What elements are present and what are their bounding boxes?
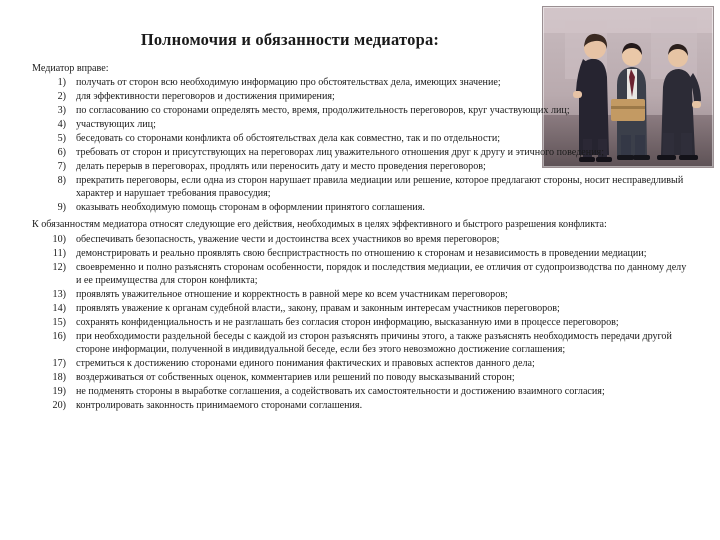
list-item [32,233,692,246]
list-item [32,399,692,412]
list-item-number: 20) [52,400,66,412]
list-item-label: демонстрировать и реально проявлять свою беспристрастность по отношению к сторонам и независимость в проведении медиации; [76,247,647,259]
list-item [32,288,692,301]
list-item [32,247,692,260]
list-item-number: 8) [57,174,66,186]
list-item [32,146,692,159]
list-item [32,174,692,201]
rights-list [32,76,692,214]
list-item-label: участвующих лиц; [76,119,156,131]
list-item-number: 10) [52,234,66,246]
list-item [32,76,692,89]
list-item-label: при необходимости раздельной беседы с каждой из сторон разъяснять причины этого, а также разъяснять необходимость передачи другой стороне информации, полученной в индивидуальной беседе, если без этого невозможно достижение соглашения; [76,331,672,356]
list-item [32,330,692,357]
list-item-label: проявлять уважительное отношение и корректность в равной мере ко всем участникам переговоров; [76,289,508,301]
list-item-label: оказывать необходимую помощь сторонам в оформлении принятого соглашения. [76,202,425,214]
list-item-number: 3) [57,105,66,117]
list-item [32,132,692,145]
list-item-label: не подменять стороны в выработке соглашения, а содействовать их самостоятельности и достижению взаимного согласия; [76,386,605,398]
list-item [32,357,692,370]
list-item [32,104,692,117]
list-item-label: проявлять уважение к органам судебной власти,, закону, правам и законным интересам участников переговоров; [76,303,560,315]
list-item-label: своевременно и полно разъяснять сторонам особенности, порядок и последствия медиации, ее отличия от судопроизводства по данному делу и ее преимущества для сторон конфликта; [76,261,687,287]
list-item-label: для эффективности переговоров и достижения примирения; [76,91,335,103]
list-item-label: прекратить переговоры, если одна из сторон нарушает правила медиации или решение, которое предлагают стороны, носит несправедливый характер и нарушает требования правосудия; [76,174,684,200]
list-item-label: делать перерыв в переговорах, продлять или переносить дату и место проведения переговоров; [76,160,486,172]
slide-body [32,62,692,413]
list-item-number: 9) [57,202,66,214]
list-item [32,261,692,288]
list-item-number: 17) [52,358,66,370]
list-item-label: сохранять конфиденциальность и не разглашать без согласия сторон информацию, высказанную ими в процессе переговоров; [76,317,619,329]
list-item [32,302,692,315]
list-item [32,160,692,173]
list-item-label: требовать от сторон и присутствующих на переговорах лиц уважительного отношения друг к другу и этичного поведения; [76,147,604,159]
duties-list [32,233,692,412]
list-item-number: 19) [52,386,66,398]
list-item-label: стремиться к достижению сторонами единого понимания фактических и правовых аспектов данного дела; [76,358,535,370]
list-item-label: контролировать законность принимаемого сторонами соглашения. [76,400,363,412]
list-item [32,118,692,131]
list-item-number: 18) [52,372,66,384]
list-item-label: по согласованию со сторонами определять место, время, продолжительность переговоров, круг участвующих лиц; [76,105,570,117]
list-item-number: 6) [57,147,66,159]
list-item [32,201,692,214]
list-item-number: 15) [52,317,66,329]
list-item-number: 4) [57,119,66,131]
list-item-number: 12) [52,261,66,273]
list-item-number: 14) [52,303,66,315]
list-item [32,90,692,103]
list-item [32,316,692,329]
list-item-label: воздерживаться от собственных оценок, комментариев или решений по поводу высказываний сторон; [76,372,515,384]
list-item-number: 11) [52,247,66,259]
list-item-number: 5) [57,133,66,145]
list-item-number: 16) [52,331,66,343]
list-item-label: получать от сторон всю необходимую информацию про обстоятельствах дела, имеющих значение; [76,77,501,89]
list-item [32,385,692,398]
list-item-number: 13) [52,289,66,301]
list-item-label: беседовать со сторонами конфликта об обстоятельствах дела как совместно, так и по отдельности; [76,133,501,145]
list-item-label: обеспечивать безопасность, уважение чести и достоинства всех участников во время переговоров; [76,234,500,246]
list-item-number: 7) [57,160,66,172]
list-item-number: 1) [57,77,66,89]
list-item-number: 2) [57,91,66,103]
list-item [32,371,692,384]
lead-paragraph: Медиатор вправе: [32,63,109,74]
duties-intro-paragraph: К обязанностям медиатора относят следующие его действия, необходимых в целях эффективного и быстрого разрешения конфликта: [32,218,607,230]
page-title: Полномочия и обязанности медиатора: [140,30,440,49]
